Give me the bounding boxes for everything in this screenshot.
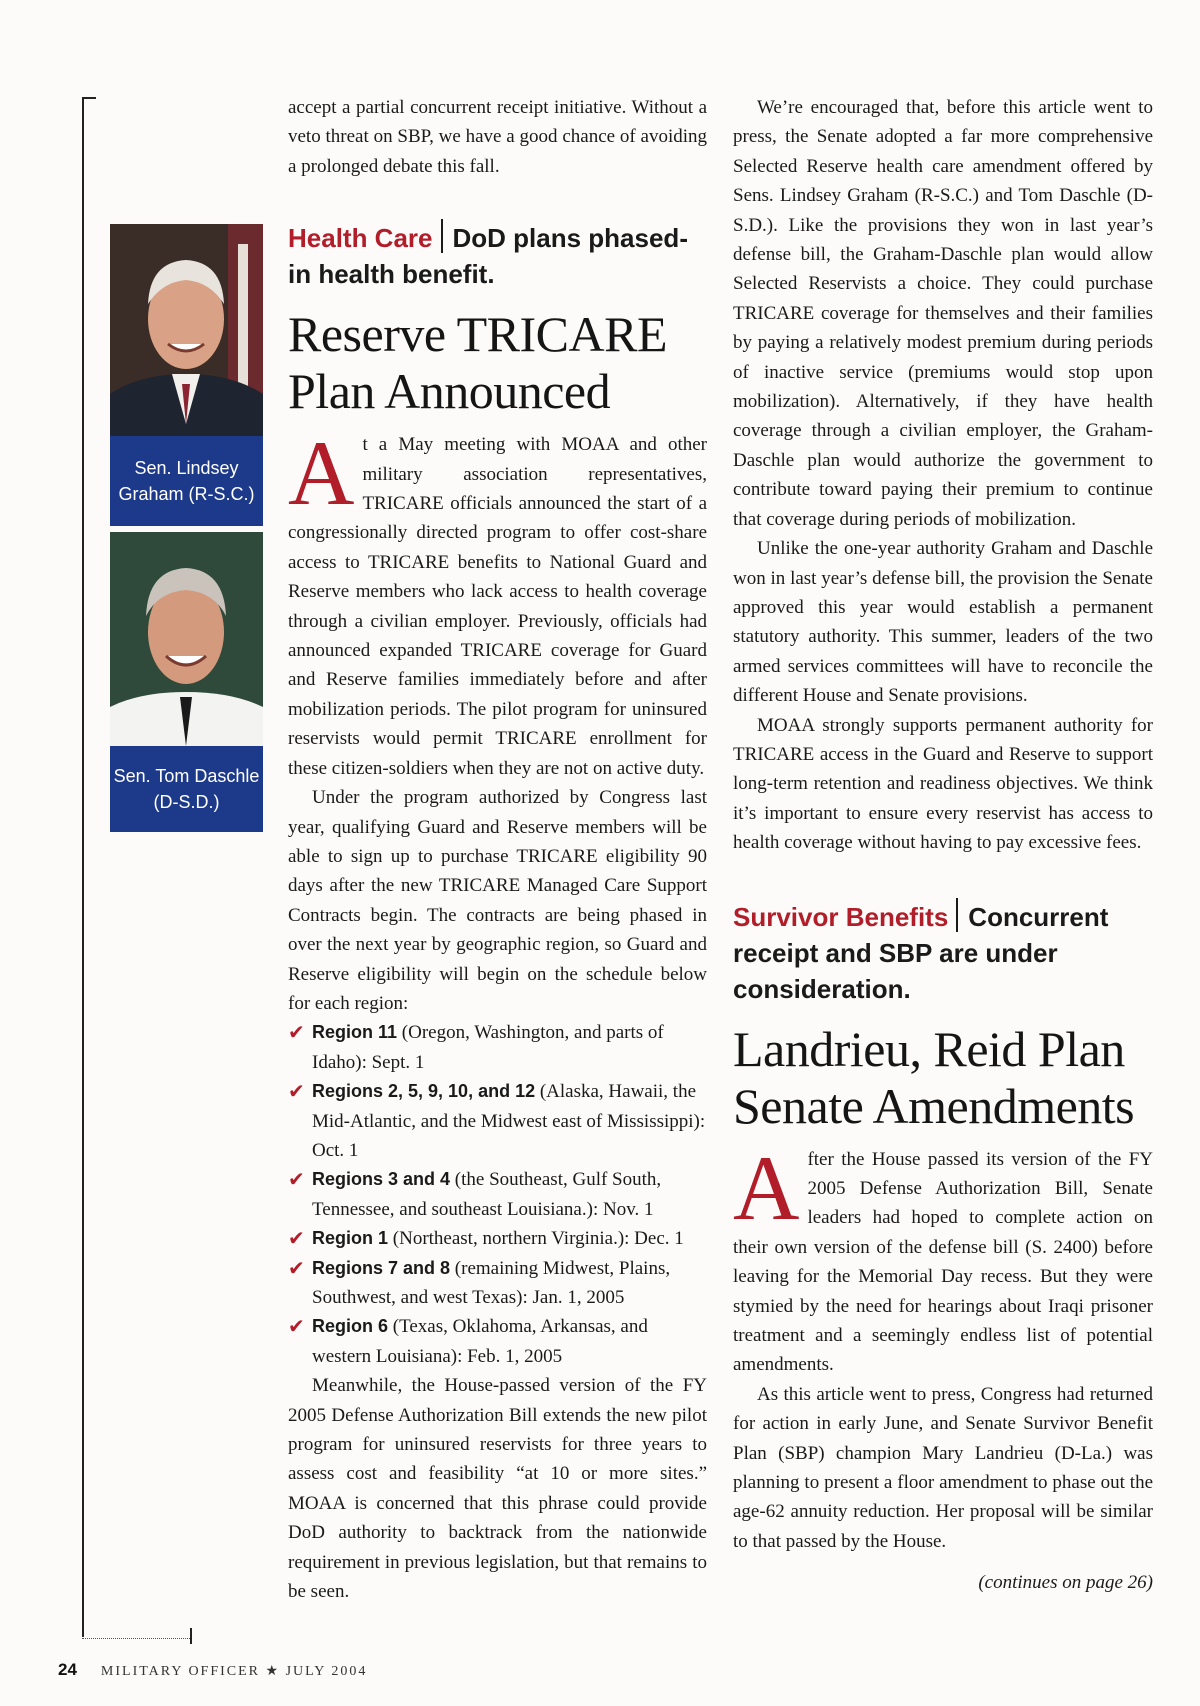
list-item: ✔ Regions 3 and 4 (the Southeast, Gulf South, Tennessee, and southeast Louisiana.): Nov. 1 [288, 1167, 662, 1220]
body-paragraph: We’re encouraged that, before this article went to press, the Senate adopted a far more comprehensive Selected Reserve health care amendment offered by Sens. Lindsey Graham (R-S.C.) and Tom Daschle (D-S.D.). Like the provisions they won in last year’s defense bill, the Graham-Daschle plan would allow Selected Reservists a choice. They could purchase TRICARE coverage for themselves and their families by paying a relatively modest premium during periods of inactive service (premiums would stop upon mobilization). Alternatively, if they have health coverage through a civilian employer, the Graham-Daschle plan would authorize the government to contribute toward paying their premium to continue that coverage during periods of mobilization. [733, 97, 1153, 530]
caption-daschle: Sen. Tom Daschle (D-S.D.) [110, 746, 263, 832]
drop-cap: A [733, 1136, 800, 1239]
checkmark-icon: ✔ [288, 1079, 305, 1104]
body-paragraph: At a May meeting with MOAA and other military association representatives, TRICARE officials announced the start of a congressionally directed program to offer cost-share access to TRICARE benefits to National Guard and Reserve members who lack access to health coverage through a civilian employer. Previously, officials had announced expanded TRICARE coverage for Guard and Reserve families immediately before and after mobilization periods. The pilot program for uninsured reservists would permit TRICARE enrollment for these citizen-soldiers when they are not on active duty. [288, 422, 707, 779]
list-item: ✔ Region 1 (Northeast, northern Virginia.): Dec. 1 [288, 1224, 707, 1253]
checkmark-icon: ✔ [288, 1226, 305, 1251]
list-item: ✔ Region 6 (Texas, Oklahoma, Arkansas, and western Louisiana): Feb. 1, 2005 [288, 1314, 648, 1367]
article-column-2 [733, 93, 1153, 1598]
headline-reserve-tricare: Reserve TRICARE Plan Announced [288, 306, 668, 420]
page-frame-bottom-line [82, 1638, 190, 1640]
page-frame-tick [82, 97, 96, 99]
checkmark-icon: ✔ [288, 1167, 305, 1192]
kicker-subhead: DoD plans phased-in health benefit. [288, 223, 688, 290]
list-item: ✔ Regions 2, 5, 9, 10, and 12 (Alaska, Hawaii, the Mid-Atlantic, and the Midwest east of Mississippi): Oct. 1 [288, 1079, 706, 1161]
body-paragraph: After the House passed its version of the FY 2005 Defense Authorization Bill, Senate leaders had hoped to complete action on their own version of the defense bill (S. 2400) before leaving for the Memorial Day recess. But they were stymied by the need for hearings about Iraqi prisoner treatment and a seemingly endless list of potential amendments. [733, 1136, 1153, 1376]
list-item: ✔ Region 11 (Oregon, Washington, and parts of Idaho): Sept. 1 [288, 1020, 664, 1073]
checkmark-icon: ✔ [288, 1255, 305, 1280]
section-label: Health Care [288, 223, 433, 254]
page-footer [58, 1660, 367, 1680]
article-column-1 [288, 93, 707, 1606]
body-paragraph: Unlike the one-year authority Graham and Daschle won in last year’s defense bill, the provision the Senate approved this year would establish a permanent statutory authority. This summer, leaders of the two armed services committees will have to reconcile the different House and Senate provisions. [733, 538, 1153, 707]
checkmark-icon: ✔ [288, 1020, 305, 1045]
photo-graham [110, 224, 263, 436]
drop-cap: A [288, 422, 355, 525]
page-number: 24 [58, 1660, 77, 1679]
section-label: Survivor Benefits [733, 901, 949, 932]
kicker-divider [441, 219, 443, 253]
body-paragraph: Under the program authorized by Congress last year, qualifying Guard and Reserve members will be able to sign up to purchase TRICARE eligibility 90 days after the new TRICARE Managed Care Support Contracts begin. The contracts are being phased in over the next year by geographic region, so Guard and Reserve eligibility will begin on the schedule below for each region: [288, 787, 707, 1014]
continues-note: (continues on page 26) [978, 1572, 1153, 1594]
kicker-subhead: Concurrent receipt and SBP are under consideration. [733, 901, 1109, 1004]
photo-daschle [110, 532, 263, 746]
caption-graham: Sen. Lindsey Graham (R-S.C.) [110, 436, 263, 526]
body-paragraph: Meanwhile, the House-passed version of the FY 2005 Defense Authorization Bill extends the new pilot program for uninsured reservists for three years to assess cost and feasibility “at 10 or more sites.” MOAA is concerned that this phrase could provide DoD authority to backtrack from the nationwide requirement in previous legislation, but that remains to be seen. [288, 1375, 707, 1603]
publication-line: MILITARY OFFICER ★ JULY 2004 [100, 1664, 368, 1679]
health-care-kicker [288, 219, 707, 292]
checkmark-icon: ✔ [288, 1314, 305, 1339]
headline-landrieu-reid: Landrieu, Reid Plan Senate Amendments [733, 1020, 1135, 1134]
body-paragraph: As this article went to press, Congress had returned for action in early June, and Senate Survivor Benefit Plan (SBP) champion Mary Landrieu (D-La.) was planning to present a floor amendment to phase out the age-62 annuity reduction. Her proposal will be similar to that passed by the House. [733, 1383, 1153, 1552]
page-frame-line [82, 97, 84, 1637]
survivor-benefits-kicker [733, 898, 1153, 1007]
region-schedule-list [288, 1018, 707, 1371]
list-item: ✔ Regions 7 and 8 (remaining Midwest, Plains, Southwest, and west Texas): Jan. 1, 2005 [288, 1255, 671, 1308]
intro-paragraph: accept a partial concurrent receipt initiative. Without a veto threat on SBP, we have a good chance of avoiding a prolonged debate this fall. [288, 97, 707, 177]
page-frame-bottom-tick [190, 1628, 192, 1644]
kicker-divider [956, 898, 958, 932]
body-paragraph: MOAA strongly supports permanent authority for TRICARE access in the Guard and Reserve to support long-term retention and readiness objectives. We think it’s important to ensure every reservist has access to health coverage without having to pay excessive fees. [733, 714, 1153, 854]
